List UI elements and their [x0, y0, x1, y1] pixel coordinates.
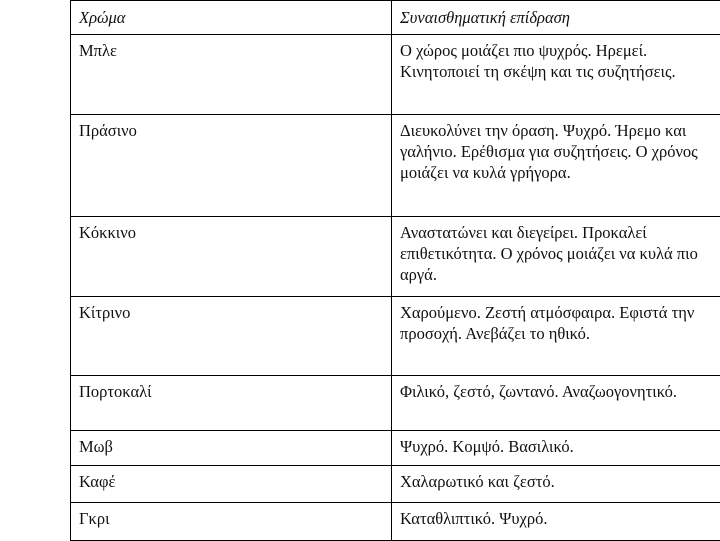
header-effect: Συναισθηματική επίδραση: [392, 1, 720, 35]
effect-cell: Ψυχρό. Κομψό. Βασιλικό.: [392, 431, 720, 466]
table-row: [71, 503, 720, 541]
color-name-cell: Πράσινο: [71, 115, 392, 217]
effect-cell: Αναστατώνει και διεγείρει. Προκαλεί επιθετικότητα. Ο χρόνος μοιάζει να κυλά πιο αργά.: [392, 217, 720, 297]
effect-cell: Καταθλιπτικό. Ψυχρό.: [392, 503, 720, 541]
color-name-cell: Μωβ: [71, 431, 392, 466]
table-row: [71, 466, 720, 503]
color-name-cell: Κόκκινο: [71, 217, 392, 297]
table-row: [71, 35, 720, 115]
effect-cell: Χαλαρωτικό και ζεστό.: [392, 466, 720, 503]
effect-cell: Φιλικό, ζεστό, ζωντανό. Αναζωογονητικό.: [392, 376, 720, 431]
table-row: [71, 297, 720, 376]
color-emotion-table: [70, 0, 720, 541]
header-color: Χρώμα: [71, 1, 392, 35]
effect-cell: Διευκολύνει την όραση. Ψυχρό. Ήρεμο και γαλήνιο. Ερέθισμα για συζητήσεις. Ο χρόνος μοιάζει να κυλά γρήγορα.: [392, 115, 720, 217]
table-row: [71, 431, 720, 466]
table-header-row: [71, 1, 720, 35]
effect-cell: Χαρούμενο. Ζεστή ατμόσφαιρα. Εφιστά την προσοχή. Ανεβάζει το ηθικό.: [392, 297, 720, 376]
color-name-cell: Κίτρινο: [71, 297, 392, 376]
color-name-cell: Μπλε: [71, 35, 392, 115]
effect-cell: Ο χώρος μοιάζει πιο ψυχρός. Ηρεμεί. Κινητοποιεί τη σκέψη και τις συζητήσεις.: [392, 35, 720, 115]
table-row: [71, 376, 720, 431]
table-row: [71, 115, 720, 217]
table-row: [71, 217, 720, 297]
color-name-cell: Πορτοκαλί: [71, 376, 392, 431]
color-name-cell: Γκρι: [71, 503, 392, 541]
color-name-cell: Καφέ: [71, 466, 392, 503]
